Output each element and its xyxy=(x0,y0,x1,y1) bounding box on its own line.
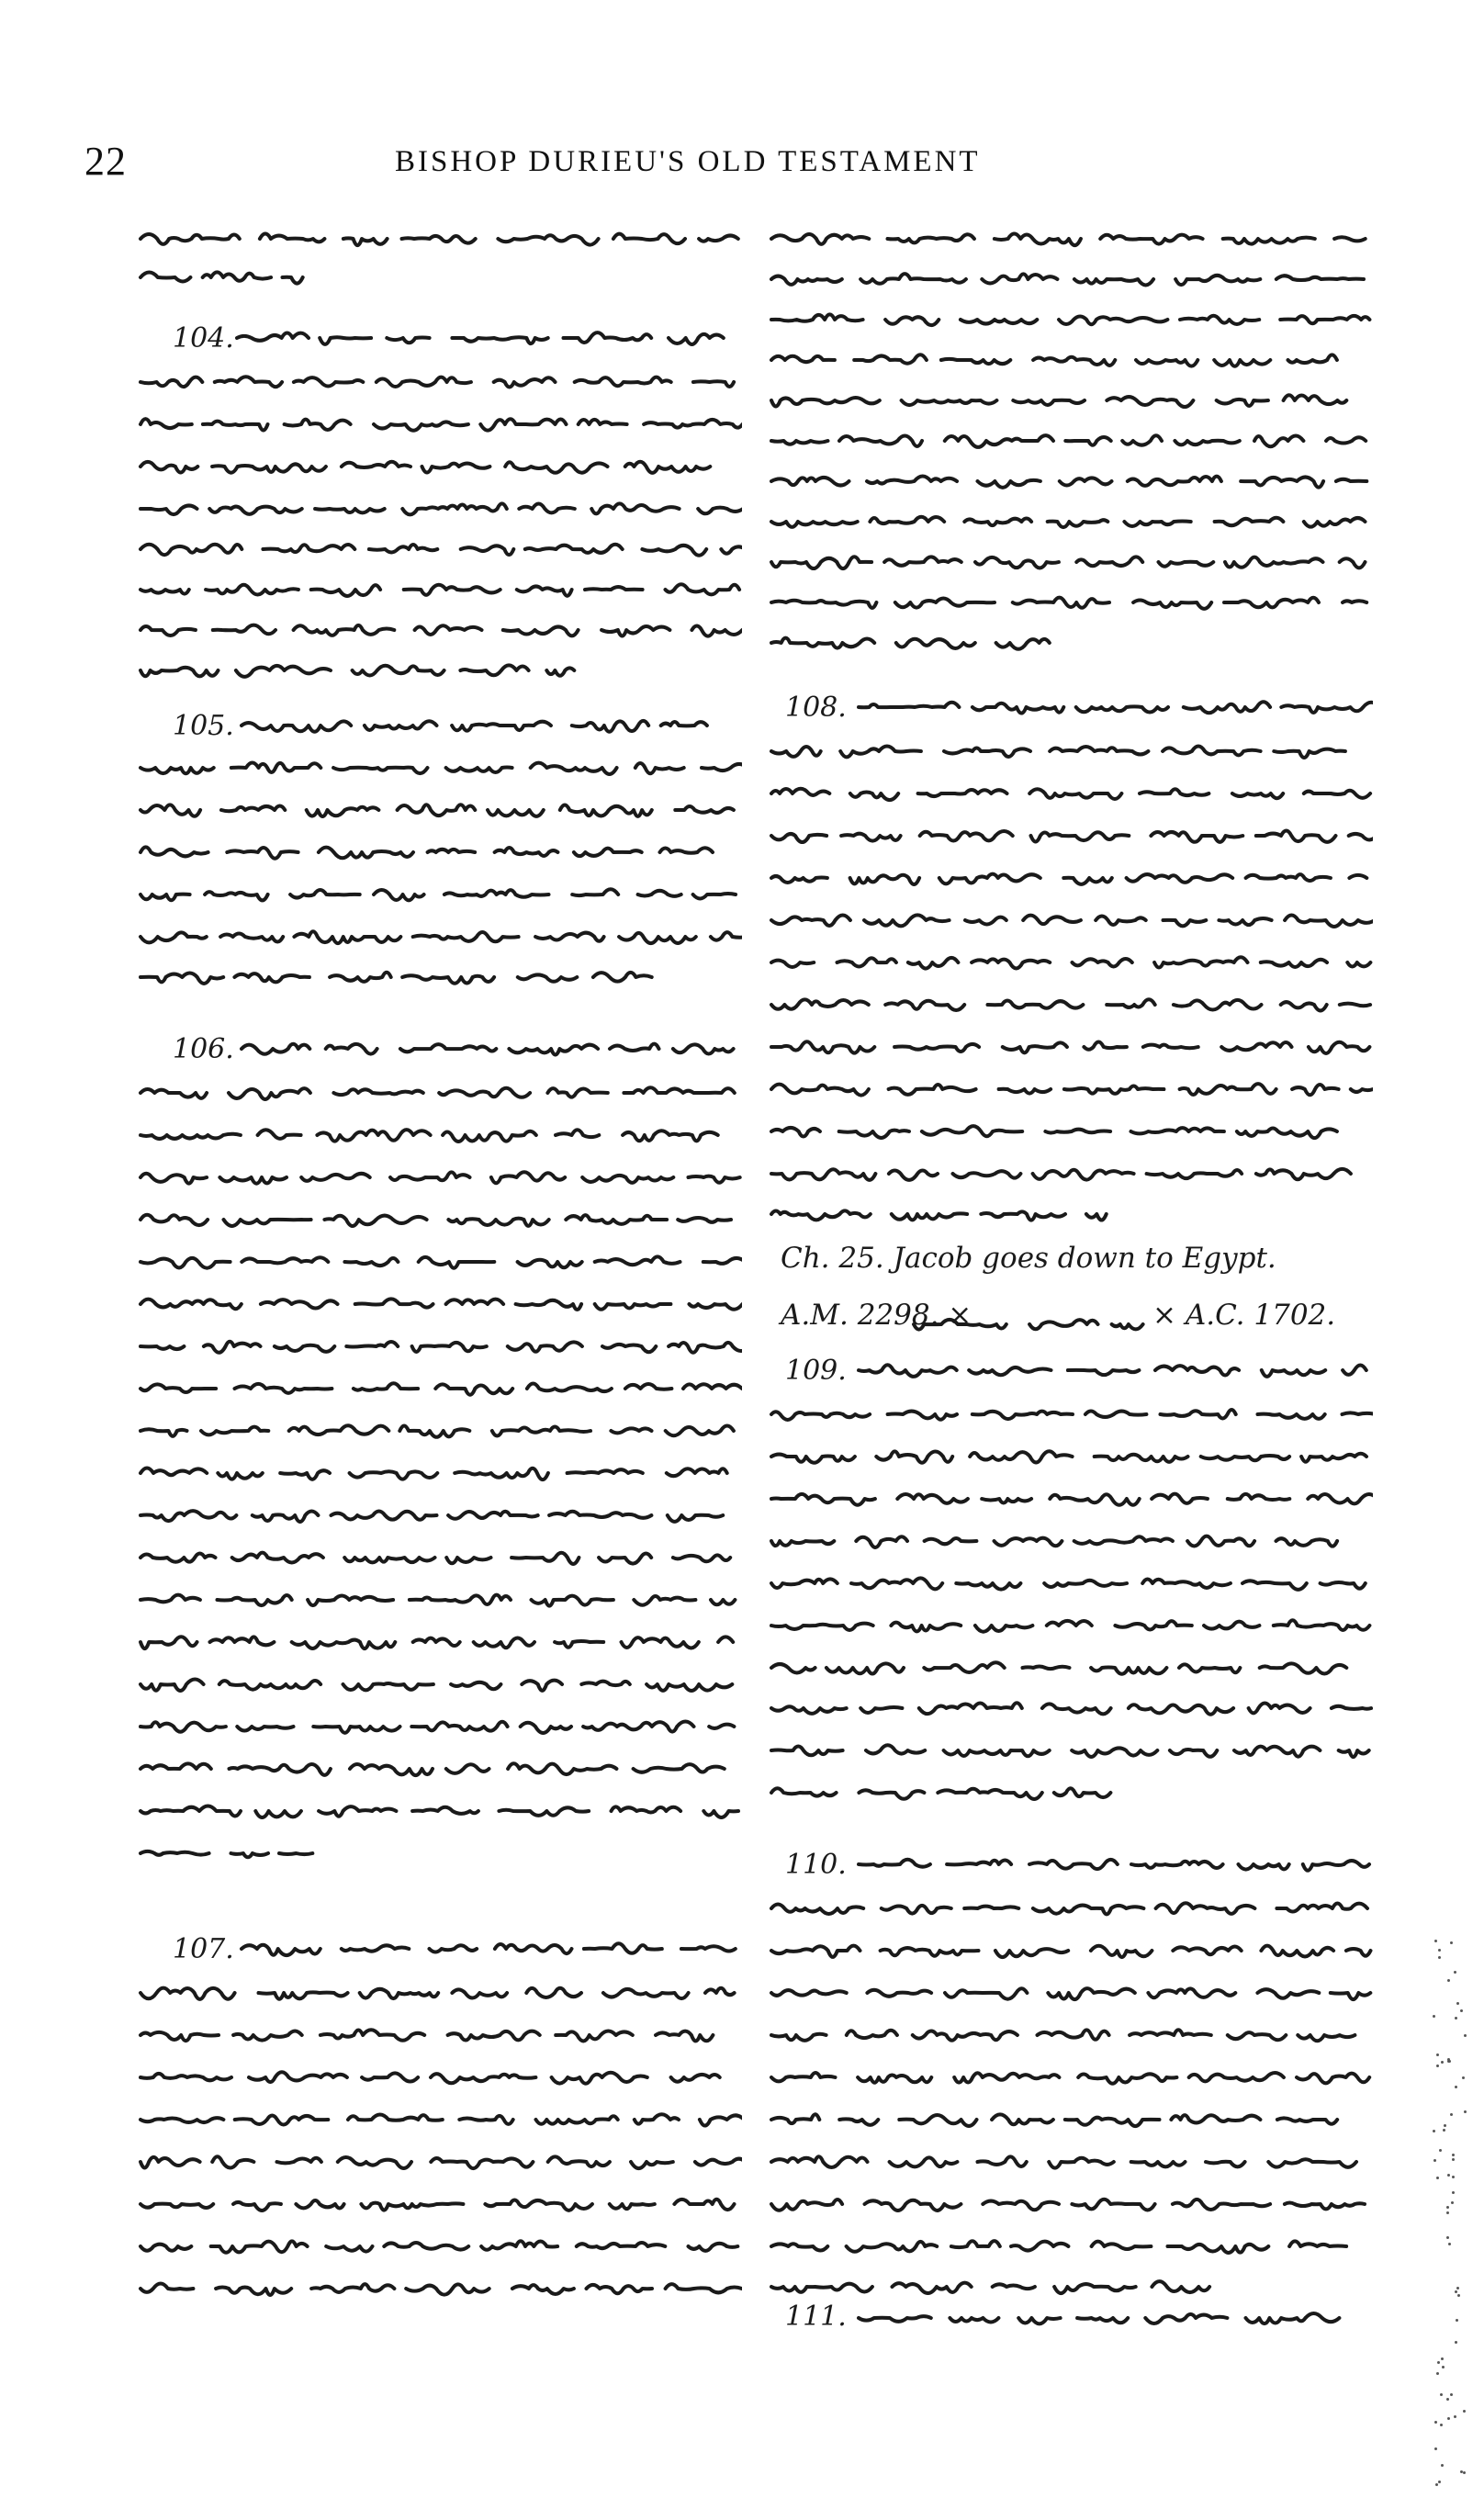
shorthand-line xyxy=(141,1215,731,1226)
shorthand-line xyxy=(859,2313,1339,2323)
scan-speck xyxy=(1434,2447,1437,2450)
shorthand-line xyxy=(141,1553,730,1564)
shorthand-line xyxy=(771,1169,1351,1180)
shorthand-line xyxy=(141,2200,735,2211)
scan-speck xyxy=(1438,1956,1441,1959)
shorthand-line xyxy=(141,1425,734,1437)
scan-speck xyxy=(1443,2129,1445,2132)
scan-speck xyxy=(1440,2424,1443,2426)
scan-speck xyxy=(1436,2372,1439,2375)
shorthand-line xyxy=(242,1044,734,1055)
page-number: 22 xyxy=(84,139,127,184)
scan-speck xyxy=(1457,2294,1460,2297)
scan-speck xyxy=(1436,2177,1439,2179)
scan-speck xyxy=(1464,2110,1467,2113)
date-line-end: × A.C. 1702. xyxy=(1152,1299,1336,1332)
scan-speck xyxy=(1437,2361,1440,2364)
shorthand-line xyxy=(141,1468,727,1480)
scan-speck xyxy=(1452,2176,1455,2178)
shorthand-line xyxy=(771,477,1366,488)
shorthand-line xyxy=(771,2156,1356,2167)
scan-speck xyxy=(1452,2154,1455,2156)
scan-speck xyxy=(1452,2191,1455,2194)
scan-speck xyxy=(1446,2206,1449,2209)
shorthand-line xyxy=(141,889,736,900)
margin-specks xyxy=(1433,1929,1469,2498)
shorthand-line xyxy=(141,847,713,858)
shorthand-line xyxy=(141,1763,725,1775)
shorthand-line xyxy=(771,598,1366,609)
verse-number-111: 111. xyxy=(785,2301,847,2333)
shorthand-line xyxy=(771,874,1366,884)
shorthand-line xyxy=(771,957,1370,968)
shorthand-line xyxy=(771,2114,1337,2126)
shorthand-line xyxy=(771,638,1050,649)
scan-speck xyxy=(1442,2366,1445,2368)
shorthand-line xyxy=(141,1988,735,1999)
scan-speck xyxy=(1446,2398,1449,2401)
verse-number-106: 106. xyxy=(173,1033,234,1065)
scan-speck xyxy=(1455,2086,1457,2088)
scan-speck xyxy=(1451,2201,1454,2204)
verse-number-105: 105. xyxy=(173,710,234,742)
shorthand-line xyxy=(771,747,1345,759)
shorthand-line xyxy=(771,1451,1366,1463)
shorthand-line xyxy=(771,557,1366,568)
verse-number-108: 108. xyxy=(785,692,847,724)
scan-speck xyxy=(1460,2009,1463,2012)
scan-speck xyxy=(1433,2159,1436,2162)
shorthand-line xyxy=(141,1087,735,1099)
scan-speck xyxy=(1436,2065,1439,2067)
shorthand-line xyxy=(141,377,734,387)
scan-speck xyxy=(1438,2481,1441,2483)
scan-speck xyxy=(1464,2034,1467,2037)
shorthand-line xyxy=(141,1806,738,1817)
shorthand-line xyxy=(237,332,724,344)
shorthand-line xyxy=(771,999,1370,1010)
scan-speck xyxy=(1450,2113,1453,2116)
scan-speck xyxy=(1446,2236,1449,2239)
shorthand-line xyxy=(141,1595,735,1606)
scan-speck xyxy=(1450,1941,1453,1944)
shorthand-line xyxy=(141,1383,742,1395)
shorthand-line xyxy=(771,435,1366,447)
shorthand-line xyxy=(141,272,303,283)
scan-speck xyxy=(1450,2393,1453,2396)
chapter-heading: Ch. 25. Jacob goes down to Egypt. xyxy=(781,1242,1276,1275)
shorthand-line xyxy=(771,1041,1369,1053)
scan-speck xyxy=(1447,2174,1450,2177)
verse-number-110: 110. xyxy=(785,1849,847,1881)
shorthand-line xyxy=(771,831,1373,843)
scan-speck xyxy=(1447,1979,1450,1982)
shorthand-line xyxy=(771,915,1373,927)
shorthand-line xyxy=(141,1299,742,1310)
scan-speck xyxy=(1455,2290,1457,2293)
scan-speck xyxy=(1433,2130,1435,2132)
shorthand-line xyxy=(141,1511,723,1522)
scan-speck xyxy=(1447,2417,1450,2420)
shorthand-line xyxy=(771,1745,1369,1757)
shorthand-line xyxy=(141,2072,720,2083)
shorthand-line xyxy=(771,234,1366,246)
shorthand-line xyxy=(771,2241,1346,2253)
scan-speck xyxy=(1439,2149,1442,2152)
shorthand-line xyxy=(771,1578,1366,1589)
shorthand-line xyxy=(771,1494,1373,1505)
scan-speck xyxy=(1454,2415,1456,2418)
left-column-shorthand-text xyxy=(136,220,742,2425)
verse-number-109: 109. xyxy=(785,1355,847,1387)
scan-speck xyxy=(1434,2421,1437,2424)
shorthand-line xyxy=(141,419,742,431)
shorthand-line xyxy=(141,763,742,774)
right-column xyxy=(767,220,1373,2425)
scan-speck xyxy=(1446,2211,1449,2214)
shorthand-line xyxy=(771,2200,1365,2211)
shorthand-line xyxy=(141,234,738,246)
shorthand-line xyxy=(771,2030,1355,2041)
shorthand-line xyxy=(771,2281,1209,2293)
shorthand-line xyxy=(771,1084,1373,1095)
scan-speck xyxy=(1456,2002,1459,2005)
shorthand-line xyxy=(141,2030,713,2041)
scan-speck xyxy=(1456,2287,1459,2290)
shorthand-line xyxy=(141,1637,733,1648)
scan-speck xyxy=(1455,2341,1457,2344)
verse-number-104: 104. xyxy=(173,322,234,354)
shorthand-line xyxy=(771,1662,1346,1674)
shorthand-line xyxy=(141,1342,742,1353)
shorthand-line xyxy=(242,721,707,732)
left-column xyxy=(136,220,742,2425)
shorthand-line xyxy=(141,2114,742,2125)
shorthand-line xyxy=(141,462,710,473)
shorthand-line xyxy=(771,517,1366,527)
scan-speck xyxy=(1463,2410,1466,2413)
shorthand-line xyxy=(141,804,734,816)
shorthand-line xyxy=(771,2073,1369,2084)
scan-speck xyxy=(1441,2061,1444,2064)
shorthand-line xyxy=(859,1365,1366,1377)
shorthand-line xyxy=(141,1172,740,1183)
scan-speck xyxy=(1440,2393,1443,2396)
scan-speck xyxy=(1447,2060,1450,2063)
scan-speck xyxy=(1433,2015,1435,2018)
shorthand-line xyxy=(242,1943,736,1955)
shorthand-line xyxy=(771,1536,1337,1547)
verse-number-107: 107. xyxy=(173,1933,234,1965)
shorthand-line xyxy=(859,702,1373,713)
shorthand-line xyxy=(771,395,1346,407)
right-column-shorthand-text xyxy=(767,220,1373,2425)
shorthand-line xyxy=(141,931,742,943)
scan-speck xyxy=(1435,2483,1438,2486)
shorthand-line xyxy=(771,1988,1370,1999)
shorthand-line xyxy=(771,1946,1371,1958)
running-title: BISHOP DURIEU'S OLD TESTAMENT xyxy=(395,145,981,178)
shorthand-line xyxy=(141,665,574,677)
shorthand-line xyxy=(141,1680,732,1692)
scan-speck xyxy=(1460,2470,1463,2473)
scan-speck xyxy=(1438,1949,1441,1952)
shorthand-line xyxy=(771,1410,1373,1420)
scan-speck xyxy=(1441,2357,1444,2360)
scan-speck xyxy=(1463,2471,1466,2474)
scan-speck xyxy=(1441,2464,1444,2467)
scan-speck xyxy=(1462,2076,1465,2079)
shorthand-line xyxy=(771,1703,1371,1715)
shorthand-line xyxy=(141,2156,742,2168)
shorthand-line xyxy=(771,1620,1369,1631)
shorthand-line xyxy=(141,503,742,514)
shorthand-line xyxy=(141,584,739,596)
scan-speck xyxy=(1454,1971,1456,1974)
shorthand-line xyxy=(141,1851,312,1857)
shorthand-line xyxy=(141,2283,742,2295)
shorthand-line xyxy=(859,1860,1369,1871)
shorthand-line xyxy=(771,789,1370,800)
shorthand-line xyxy=(141,1256,742,1267)
scan-speck xyxy=(1455,2017,1457,2020)
shorthand-line xyxy=(141,625,742,636)
page-header xyxy=(0,138,1484,193)
shorthand-line xyxy=(771,1903,1367,1914)
shorthand-line xyxy=(771,274,1364,285)
shorthand-line xyxy=(771,354,1337,366)
scan-speck xyxy=(1452,2158,1455,2161)
shorthand-line xyxy=(141,545,742,556)
shorthand-line xyxy=(141,2241,737,2253)
shorthand-line xyxy=(141,1130,718,1142)
scan-speck xyxy=(1448,2243,1451,2245)
scan-speck xyxy=(1436,2053,1439,2056)
shorthand-line xyxy=(771,1210,1107,1220)
shorthand-line xyxy=(141,973,652,984)
shorthand-line xyxy=(771,1126,1337,1138)
date-line-start: A.M. 2298. × xyxy=(781,1299,972,1332)
scan-speck xyxy=(1444,2124,1446,2127)
scan-speck xyxy=(1434,1940,1437,1942)
shorthand-line xyxy=(141,1722,734,1734)
shorthand-line xyxy=(771,314,1369,325)
shorthand-line xyxy=(771,1788,1110,1799)
scan-speck xyxy=(1456,2319,1458,2322)
